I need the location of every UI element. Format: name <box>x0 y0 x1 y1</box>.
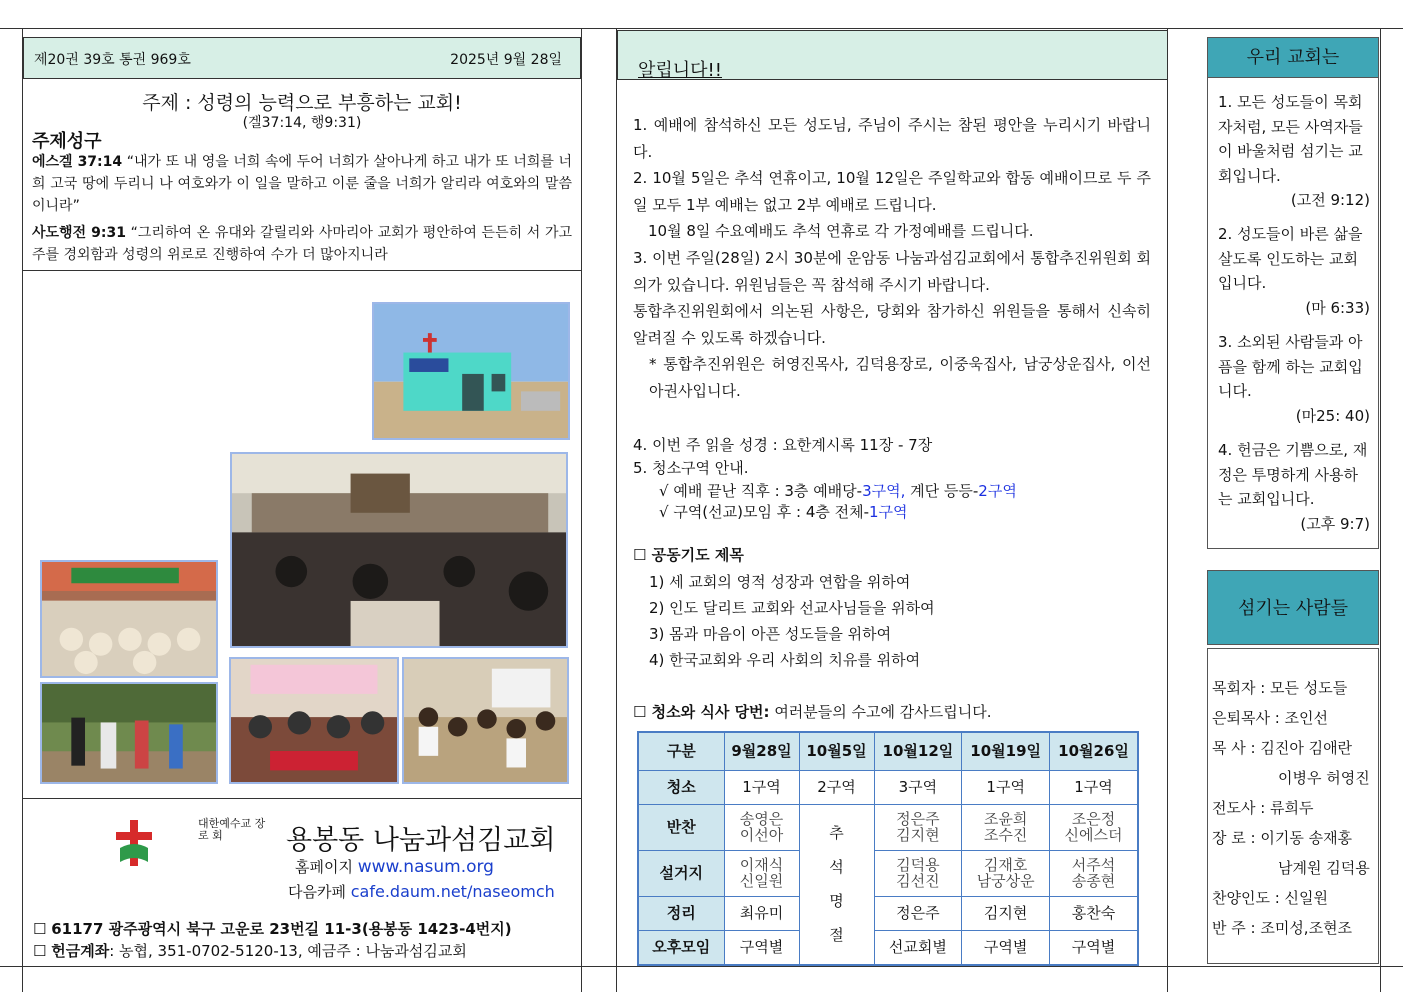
table-cell: 김지현 <box>962 896 1050 930</box>
cleaning-2-area: 1구역 <box>869 503 908 521</box>
staff-line: 이병우 허영진 <box>1278 769 1370 787</box>
mission-text: 2. 성도들이 바른 삶을 살도록 인도하는 교회입니다. <box>1218 225 1363 292</box>
rice-bags-photo <box>40 560 218 678</box>
duty-corner: 구분 <box>638 732 724 770</box>
photo-divider <box>22 798 581 799</box>
mission-item <box>1218 330 1368 428</box>
duty-date: 10월12일 <box>874 732 962 770</box>
staff-line: 남계원 김덕용 <box>1278 859 1370 877</box>
church-building-photo <box>372 302 570 440</box>
duty-heading <box>633 701 991 722</box>
left-rule <box>22 28 23 992</box>
holiday-char: 절 <box>829 926 844 945</box>
bank-line <box>33 940 467 961</box>
table-row <box>638 804 1138 850</box>
duty-date: 10월26일 <box>1050 732 1138 770</box>
bank-text: : 농협, 351-0702-5120-13, 예금주 : 나눔과섬김교회 <box>109 942 467 960</box>
staff-line: 전도사 : 류희두 <box>1212 799 1314 817</box>
church-name: 용봉동 나눔과섬김교회 <box>286 825 556 856</box>
church-logo-icon <box>112 818 156 868</box>
staff-line: 반 주 : 조미성,조현조 <box>1212 919 1353 937</box>
notice-2-sub: 10월 8일 수요예배도 추석 연휴로 각 가정예배를 드립니다. <box>648 222 1034 240</box>
cleaning-after-meeting <box>659 501 908 522</box>
table-cell: 1구역 <box>724 770 799 804</box>
sermon-theme: 주제 : 성령의 능력으로 부흥하는 교회! <box>142 92 462 114</box>
table-cell: 홍찬숙 <box>1050 896 1138 930</box>
table-cell: 최유미 <box>724 896 799 930</box>
staff-line: 은퇴목사 : 조인선 <box>1212 709 1329 727</box>
table-cell: 이재식 신일원 <box>724 850 799 896</box>
notice-4: 4. 이번 주 읽을 성경 : 요한계시록 11장 - 7장 <box>633 436 933 454</box>
verse-ezekiel <box>32 151 572 217</box>
staff-line: 장 로 : 이기동 송재홍 <box>1212 829 1353 847</box>
verse-ezekiel-text: “내가 또 내 영을 너희 속에 두어 너희가 살아나게 하고 내가 또 너희를 너희 고국 땅에 두리니 나 여호와가 이 일을 말하고 이룬 줄을 너희가 알리라 여호와의 말씀이니라” <box>32 154 573 214</box>
table-cell: 2구역 <box>799 770 874 804</box>
issue-volume: 제20권 39호 통권 969호 <box>34 52 191 68</box>
servers-title: 섬기는 사람들 <box>1207 570 1379 645</box>
mission-item <box>1218 438 1368 536</box>
duty-date: 10월19일 <box>962 732 1050 770</box>
table-row <box>638 770 1138 804</box>
prayer-heading: ☐ 공동기도 제목 <box>633 546 744 564</box>
table-row <box>638 930 1138 965</box>
prayer-item: 4) 한국교회와 우리 사회의 치유를 위하여 <box>649 651 921 669</box>
duty-date: 10월5일 <box>799 732 874 770</box>
notice-title: 알립니다!! <box>638 60 722 81</box>
our-church-title: 우리 교회는 <box>1208 38 1378 78</box>
mission-item <box>1218 90 1368 213</box>
table-cell: 김덕용 김선진 <box>874 850 962 896</box>
row-label-afternoon: 오후모임 <box>638 930 724 965</box>
cleaning-1-mid: 계단 등등- <box>905 482 979 500</box>
row-label-dish: 설거지 <box>638 850 724 896</box>
prayer-item: 1) 세 교회의 영적 성장과 연합을 위하여 <box>649 573 911 591</box>
notice-3-members: * 통합추진위원은 허영진목사, 김덕용장로, 이중욱집사, 남궁상운집사, 이선아권사입니다. <box>649 355 1151 400</box>
mission-ref: (고후 9:7) <box>1300 514 1370 533</box>
verse-divider <box>22 270 581 271</box>
cleaning-1-prefix: √ 예배 끝난 직후 : 3층 예배당- <box>659 482 863 500</box>
bank-bullet-icon: ☐ <box>33 942 47 960</box>
cafe-line <box>288 881 555 902</box>
cafe-link[interactable]: cafe.daum.net/naseomch <box>350 882 555 901</box>
issue-header <box>23 37 581 79</box>
duty-table-header-row <box>638 732 1138 770</box>
holiday-char: 추 <box>829 824 844 843</box>
holiday-cell <box>799 804 874 965</box>
top-rule <box>0 28 1403 29</box>
bottom-rule <box>0 966 1403 967</box>
verse-acts-text: “그리하여 온 유대와 갈릴리와 사마리아 교회가 평안하여 든든히 서 가고 주를 경외함과 성령의 위로로 진행하여 수가 더 많아지니라 <box>32 225 572 263</box>
mission-ref: (마25: 40) <box>1295 406 1370 425</box>
table-cell: 정은주 <box>874 896 962 930</box>
congregation-photo <box>230 452 568 648</box>
right-rule <box>1380 28 1381 992</box>
mission-ref: (마 6:33) <box>1305 298 1370 317</box>
cleaning-after-worship <box>659 480 1017 501</box>
holiday-char: 석 <box>829 858 844 877</box>
theme-verse-heading: 주제성구 <box>32 131 102 152</box>
notice-3-sub: 통합추진위원회에서 의논된 사항은, 당회와 참가하신 위원들을 통해서 신속히 알려질 수 있도록 하겠습니다. <box>633 302 1151 347</box>
staff-line: 목 사 : 김진아 김애란 <box>1212 739 1353 757</box>
duty-table <box>637 731 1139 966</box>
prayer-item: 3) 몸과 마음이 아픈 성도들을 위하여 <box>649 625 892 643</box>
our-church-box <box>1207 37 1379 549</box>
cleaning-1-area-b: 2구역 <box>978 482 1017 500</box>
mission-text: 3. 소외된 사람들과 아픔을 함께 하는 교회입니다. <box>1218 333 1363 400</box>
verse-acts-ref: 사도행전 9:31 <box>32 225 126 241</box>
table-cell: 조윤희 조수진 <box>962 804 1050 850</box>
bank-label: 헌금계좌 <box>51 942 110 960</box>
holiday-char: 명 <box>829 892 844 911</box>
duty-heading-rest: 여러분들의 수고에 감사드립니다. <box>769 703 992 721</box>
row-label-tidy: 정리 <box>638 896 724 930</box>
homepage-label: 홈페이지 <box>295 858 353 876</box>
mission-text: 1. 모든 성도들이 목회자처럼, 모든 사역자들이 바울처럼 섬기는 교회입니다. <box>1218 93 1363 185</box>
duty-date: 9월28일 <box>724 732 799 770</box>
address-bullet-icon: ☐ <box>33 920 47 938</box>
left-panel-right-rule <box>581 28 582 992</box>
notice-3: 3. 이번 주일(28일) 2시 30분에 운암동 나눔과섬김교회에서 통합추진위원회 회의가 있습니다. 위원님들은 꼭 참석해 주시기 바랍니다. <box>633 249 1151 294</box>
row-label-clean: 청소 <box>638 770 724 804</box>
cleaning-1-area-a: 3구역, <box>862 482 906 500</box>
homepage-line <box>295 856 494 877</box>
staff-line: 찬양인도 : 신일원 <box>1212 889 1329 907</box>
notice-2: 2. 10월 5일은 추석 연휴이고, 10월 12일은 주일학교와 합동 예배이므로 두 주일 모두 1부 예배는 없고 2부 예배로 드립니다. <box>633 169 1151 214</box>
notice-5: 5. 청소구역 안내. <box>633 459 749 477</box>
denomination: 대한예수교 장 로 회 <box>198 817 266 842</box>
prayer-item: 2) 인도 달리트 교회와 선교사님들을 위하여 <box>649 599 935 617</box>
address-text: 61177 광주광역시 북구 고운로 23번길 11-3(용봉동 1423-4번지) <box>51 920 512 938</box>
outreach-photo <box>40 682 218 784</box>
address-line <box>33 918 512 939</box>
row-label-side: 반찬 <box>638 804 724 850</box>
mission-item <box>1218 222 1368 320</box>
notice-header <box>617 30 1168 80</box>
table-cell: 3구역 <box>874 770 962 804</box>
kimchi-event-photo <box>229 657 399 784</box>
homepage-link[interactable]: www.nasum.org <box>357 857 494 877</box>
cafe-label: 다음카페 <box>288 883 346 901</box>
table-cell: 선교회별 <box>874 930 962 965</box>
servers-box <box>1207 648 1379 964</box>
table-cell: 서주석 송종현 <box>1050 850 1138 896</box>
table-cell: 1구역 <box>1050 770 1138 804</box>
table-cell: 김재호 남궁상운 <box>962 850 1050 896</box>
duty-heading-bold: ☐ 청소와 식사 당번: <box>633 703 770 721</box>
table-cell: 정은주 김지현 <box>874 804 962 850</box>
issue-date: 2025년 9월 28일 <box>450 52 562 68</box>
table-row <box>638 850 1138 896</box>
table-cell: 1구역 <box>962 770 1050 804</box>
staff-line: 목회자 : 모든 성도들 <box>1212 679 1348 697</box>
sermon-theme-ref: (겔37:14, 행9:31) <box>242 115 362 131</box>
notice-1: 1. 예배에 참석하신 모든 성도님, 주님이 주시는 참된 평안을 누리시기 바랍니다. <box>633 116 1151 161</box>
table-cell: 구역별 <box>962 930 1050 965</box>
children-class-photo <box>402 657 569 784</box>
middle-panel-left-rule <box>616 28 617 992</box>
middle-panel-right-rule <box>1167 28 1168 992</box>
table-cell: 송영은 이선아 <box>724 804 799 850</box>
table-cell: 조은정 신에스더 <box>1050 804 1138 850</box>
mission-text: 4. 헌금은 기쁨으로, 재정은 투명하게 사용하는 교회입니다. <box>1218 441 1368 508</box>
table-cell: 구역별 <box>1050 930 1138 965</box>
table-cell: 구역별 <box>724 930 799 965</box>
verse-ezekiel-ref: 에스겔 37:14 <box>32 154 123 170</box>
table-row <box>638 896 1138 930</box>
verse-acts <box>32 222 572 266</box>
cleaning-2-prefix: √ 구역(선교)모임 후 : 4층 전체- <box>659 503 870 521</box>
mission-ref: (고전 9:12) <box>1290 191 1370 209</box>
